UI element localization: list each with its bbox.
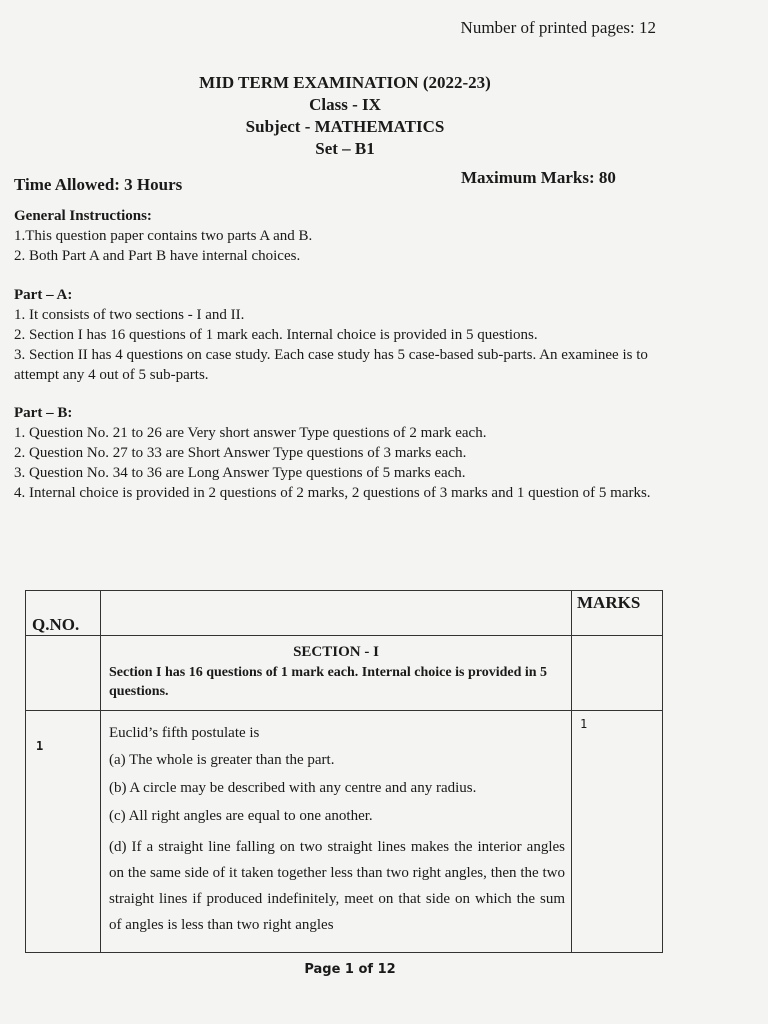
empty-cell xyxy=(26,636,101,711)
instruction-item: 2. Section I has 16 questions of 1 mark each. Internal choice is provided in 5 questions. xyxy=(14,327,538,343)
instruction-item: 3. Section II has 4 questions on case study. Each case study has 5 case-based sub-parts. An examinee is to attempt any 4 out of 5 sub-parts. xyxy=(14,347,648,383)
instruction-item: 1. Question No. 21 to 26 are Very short answer Type questions of 2 mark each. xyxy=(14,425,487,441)
option-c: (c) All right angles are equal to one another. xyxy=(109,808,373,824)
marks-header: MARKS xyxy=(577,593,641,612)
option-d: (d) If a straight line falling on two straight lines makes the interior angles on the same side of it taken together less than two right angles, then the two straight lines if produced indefinitely, meet on that side on which the sum of angles is less than two right angles xyxy=(109,839,565,933)
class-label: Class - IX xyxy=(309,95,381,114)
maximum-marks: Maximum Marks: 80 xyxy=(461,168,616,187)
marks-header-cell xyxy=(572,591,663,636)
question-cell xyxy=(101,711,572,953)
set-label: Set – B1 xyxy=(315,139,375,158)
option-a: (a) The whole is greater than the part. xyxy=(109,752,335,768)
printed-pages-count: Number of printed pages: 12 xyxy=(460,18,656,37)
question-header-cell xyxy=(101,591,572,636)
instruction-item: 3. Question No. 34 to 36 are Long Answer Type questions of 5 marks each. xyxy=(14,465,466,481)
section-cell xyxy=(101,636,572,711)
qno-header: Q.NO. xyxy=(32,615,80,634)
instruction-item: 1.This question paper contains two parts A and B. xyxy=(14,228,313,244)
question-marks-cell xyxy=(572,711,663,953)
instruction-item: 2. Both Part A and Part B have internal choices. xyxy=(14,248,301,264)
general-instructions xyxy=(14,206,674,266)
question-table xyxy=(25,590,663,953)
qno-header-cell xyxy=(26,591,101,636)
question-number-cell xyxy=(26,711,101,953)
instruction-item: 2. Question No. 27 to 33 are Short Answer Type questions of 3 marks each. xyxy=(14,445,467,461)
part-a-heading: Part – A: xyxy=(14,287,73,303)
table-header-row xyxy=(26,591,663,636)
section-title: SECTION - I xyxy=(293,644,379,660)
instruction-item: 4. Internal choice is provided in 2 questions of 2 marks, 2 questions of 3 marks and 1 question of 5 marks. xyxy=(14,485,651,501)
time-allowed: Time Allowed: 3 Hours xyxy=(14,175,183,194)
subject-label: Subject - MATHEMATICS xyxy=(245,117,445,136)
section-description: Section I has 16 questions of 1 mark each. Internal choice is provided in 5 questions. xyxy=(109,665,548,699)
part-b-instructions xyxy=(14,403,674,503)
part-a-instructions xyxy=(14,285,674,385)
part-b-heading: Part – B: xyxy=(14,405,73,421)
question-stem: Euclid’s fifth postulate is xyxy=(109,725,260,741)
exam-title: MID TERM EXAMINATION (2022-23) xyxy=(199,73,491,92)
question-marks: 1 xyxy=(580,717,588,731)
table-row xyxy=(26,711,663,953)
option-b: (b) A circle may be described with any centre and any radius. xyxy=(109,780,477,796)
section-row xyxy=(26,636,663,711)
general-instructions-heading: General Instructions: xyxy=(14,208,152,224)
question-number: 1 xyxy=(36,739,44,753)
instruction-item: 1. It consists of two sections - I and II. xyxy=(14,307,245,323)
empty-cell xyxy=(572,636,663,711)
page-number: Page 1 of 12 xyxy=(304,962,396,977)
